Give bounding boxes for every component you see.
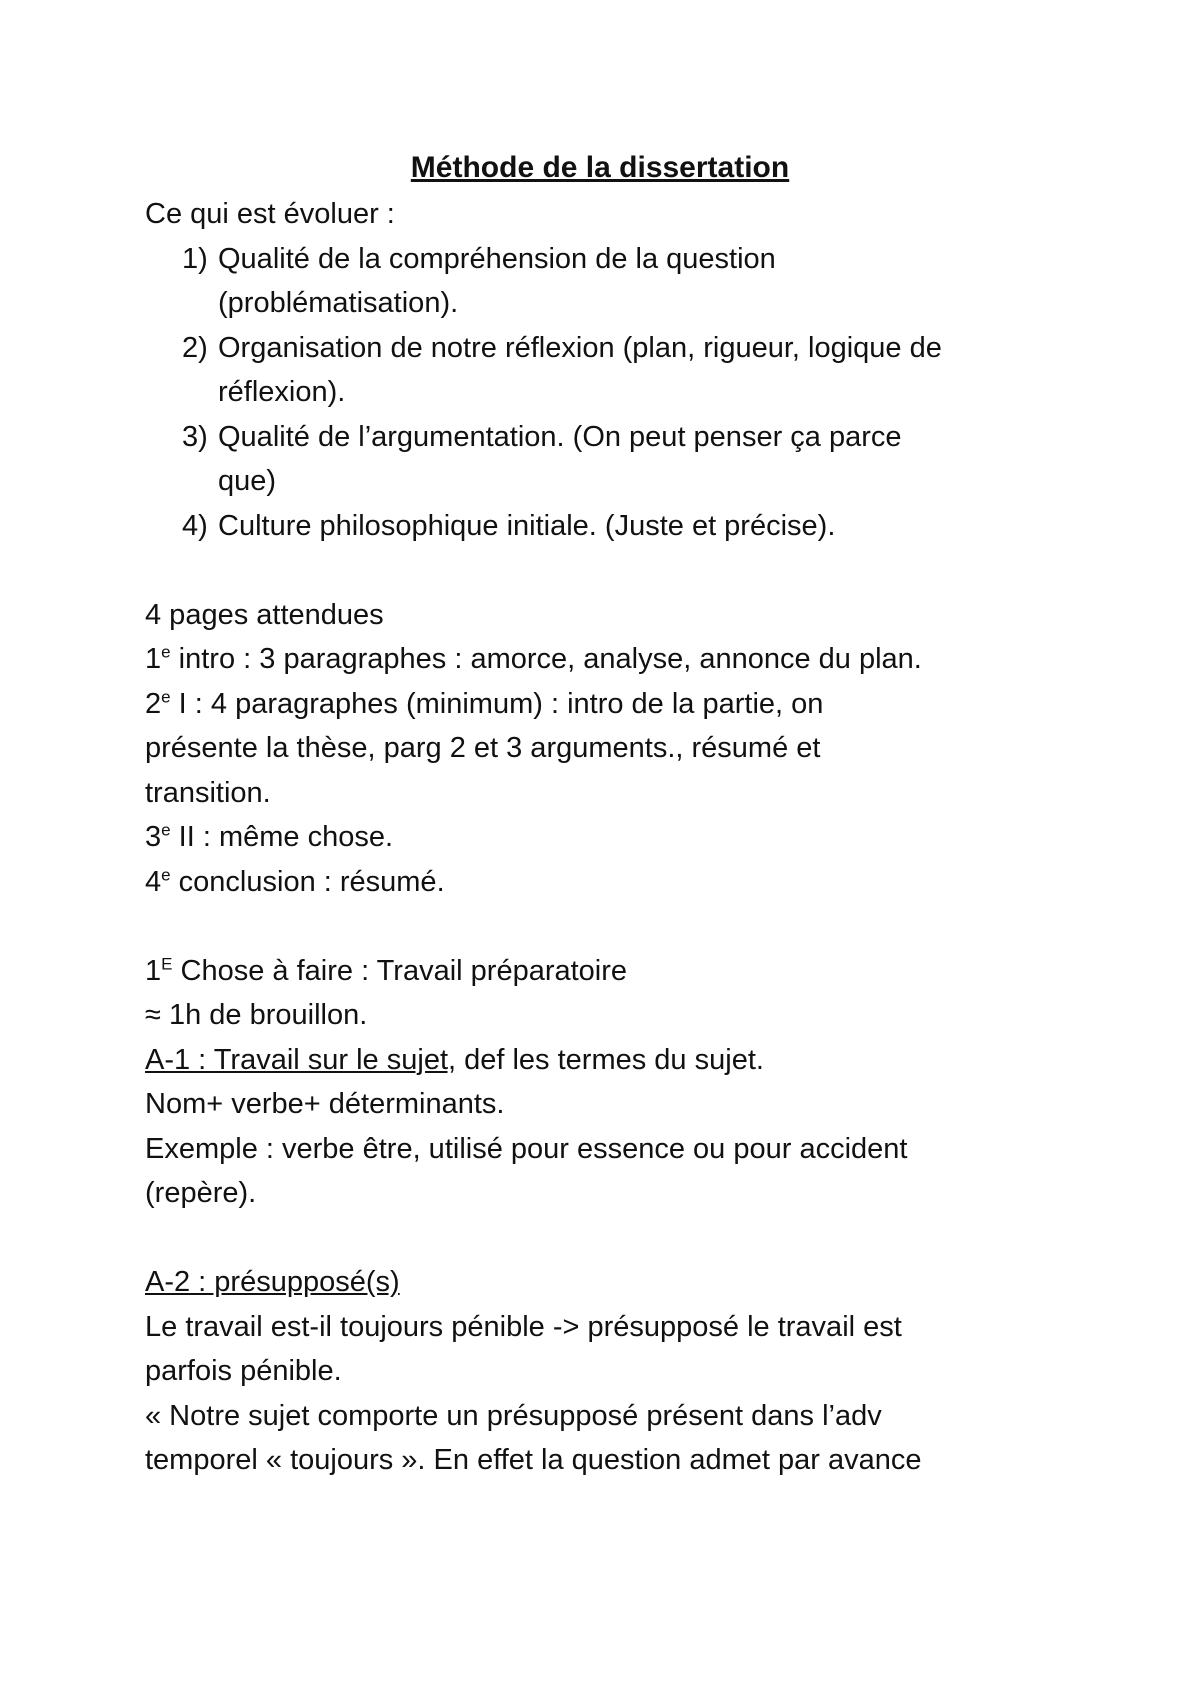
page-item-number: 4 (145, 865, 162, 898)
document-body (145, 192, 1080, 1483)
criteria-item (145, 237, 1080, 326)
a1-heading-line (145, 1038, 1080, 1083)
a1-line: Exemple : verbe être, utilisé pour essence ou pour accident (145, 1132, 908, 1165)
a1-line: Nom+ verbe+ déterminants. (145, 1088, 505, 1120)
criteria-line: Organisation de notre réflexion (plan, rigueur, logique de (218, 331, 942, 364)
criteria-number: 1) (182, 242, 208, 275)
first-task-text: Chose à faire : Travail préparatoire (172, 954, 628, 987)
blank-line (145, 548, 1080, 593)
page-item-text: conclusion : résumé. (170, 865, 445, 898)
a1-heading-rest: def les termes du sujet. (456, 1043, 764, 1076)
criteria-item (145, 415, 1080, 504)
criteria-list (145, 237, 1080, 549)
criteria-number: 4) (182, 509, 208, 542)
intro-label: Ce qui est évoluer : (145, 198, 395, 230)
ordinal-superscript: e (161, 820, 171, 840)
first-task-duration: ≈ 1h de brouillon. (145, 999, 368, 1031)
criteria-number: 3) (182, 420, 208, 453)
a1-heading: A-1 : Travail sur le sujet, (145, 1043, 457, 1076)
a2-line: parfois pénible. (145, 1355, 342, 1387)
page-item (145, 637, 1080, 682)
a2-heading: A-2 : présupposé(s) (145, 1266, 400, 1298)
blank-line (145, 1216, 1080, 1261)
first-task-number: 1 (145, 954, 162, 987)
criteria-line: réflexion). (218, 376, 346, 408)
page-item (145, 860, 1080, 905)
ordinal-superscript: e (161, 686, 171, 706)
ordinal-superscript: e (161, 864, 171, 884)
criteria-item (145, 504, 1080, 549)
page-item (145, 682, 1080, 727)
page-item-continuation: transition. (145, 776, 271, 809)
a1-line: (repère). (145, 1177, 257, 1209)
page-item-number: 2 (145, 687, 162, 720)
page-item-number: 1 (145, 643, 162, 675)
a2-line: « Notre sujet comporte un présupposé présent dans l’adv (145, 1399, 882, 1432)
blank-line (145, 904, 1080, 949)
ordinal-superscript: E (161, 953, 173, 973)
criteria-item (145, 326, 1080, 415)
criteria-line: Qualité de l’argumentation. (On peut penser ça parce (218, 420, 902, 453)
page-item-text: intro : 3 paragraphes : amorce, analyse, annonce du plan. (170, 643, 922, 675)
page-item-continuation: présente la thèse, parg 2 et 3 arguments., résumé et (145, 732, 821, 764)
criteria-line: que) (218, 465, 277, 497)
pages-heading: 4 pages attendues (145, 598, 384, 631)
page-item-number: 3 (145, 821, 162, 853)
criteria-line: Culture philosophique initiale. (Juste et précise). (218, 509, 836, 542)
a2-line: Le travail est-il toujours pénible -> présupposé le travail est (145, 1310, 902, 1343)
page-title: Méthode de la dissertation (410, 151, 790, 184)
criteria-line: Qualité de la compréhension de la question (218, 242, 776, 275)
first-task-heading (145, 949, 1080, 994)
criteria-number: 2) (182, 331, 208, 364)
a2-line: temporel « toujours ». En effet la question admet par avance (145, 1444, 922, 1476)
page-item-text: I : 4 paragraphes (minimum) : intro de la partie, on (170, 687, 824, 720)
criteria-line: (problématisation). (218, 287, 459, 319)
page-item (145, 815, 1080, 860)
page-item-text: II : même chose. (170, 821, 394, 853)
ordinal-superscript: e (161, 642, 171, 662)
